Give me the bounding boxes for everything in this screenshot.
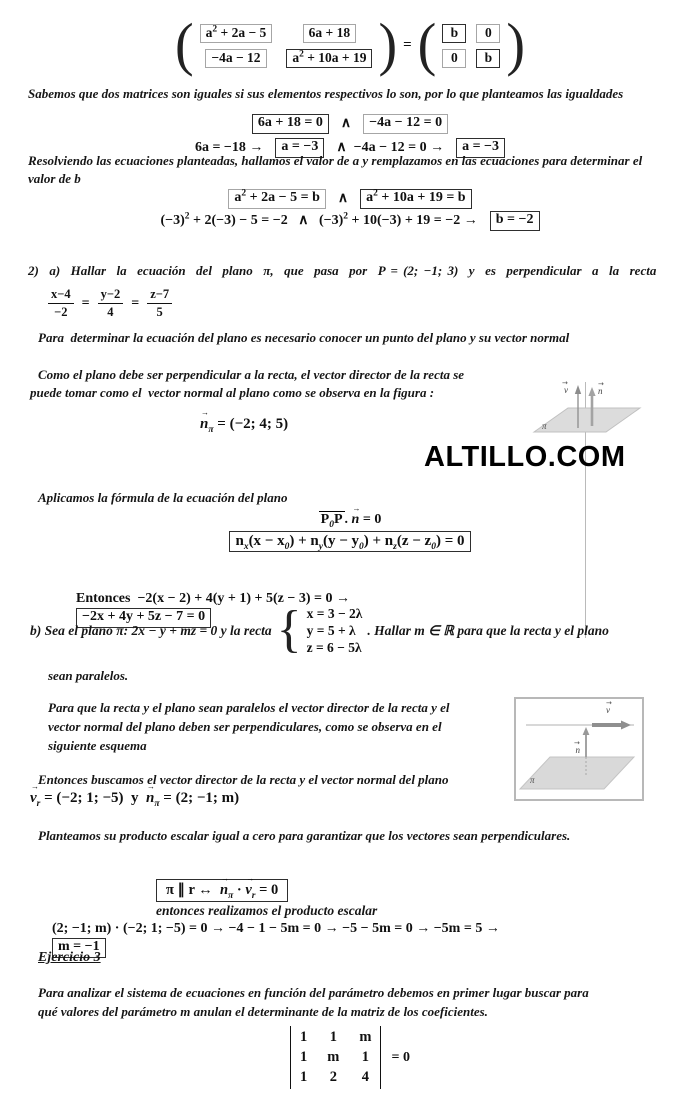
determinant-matrix [290,1026,381,1089]
equation-line-3 [0,189,700,209]
matrix-cell: b [442,24,466,43]
plane-polygon [534,408,640,432]
det-cell: 2 [329,1069,337,1085]
paragraph-resolviendo-2: valor de b [28,171,81,186]
boxed-condition: π ∥ r ↔ $n \to_\pi \cdot v \to_r = 0$ [156,879,288,902]
det-rhs: = 0 [391,1049,410,1065]
dot-product-formula [0,511,700,529]
paragraph-analizar-2: qué valores del parámetro m anulan el determinante de la matriz de los coeficientes. [38,1004,488,1019]
boxed-result: a = −3 [456,138,505,158]
vector-v-arrowhead-icon [575,385,581,394]
boxed-equation: 6a + 18 = 0 [252,114,329,134]
dot-product-line [36,901,500,976]
equation-line-4 [0,211,700,231]
line-equation-fractions [48,287,172,320]
parallel-plane-figure [514,697,644,801]
normal-vector-equation: $n \to_\pi = (-2$; 4; 5) [200,416,288,433]
vector-n-label: n [598,386,603,396]
watermark: ALTILLO.COM [424,441,626,473]
plane-equation-formula [0,531,700,552]
det-cell: 4 [361,1069,370,1085]
boxed-result: m = −1 [52,938,106,958]
equals-sign: = [403,37,412,54]
fraction [147,287,172,320]
paragraph-paralelos-1: Para que la recta y el plano sean paralelos el vector director de la recta y el [48,700,450,715]
left-paren: ( [417,12,437,78]
boxed-result: a = −3 [275,138,324,158]
vector-v-arrowhead-icon [621,721,631,730]
paragraph-planteamos: Planteamos su producto escalar igual a cero para garantizar que los vectores sean perpendiculares. [38,828,571,843]
vector-v-label: v [606,705,610,715]
paragraph-paralelos-3: siguiente esquema [48,738,147,753]
det-cell: 1 [361,1049,370,1065]
right-paren: ) [378,12,398,78]
condition-text: entonces realizamos el producto escalar [156,903,378,919]
matrix-cell: −4a − 12 [205,49,266,68]
equation-text: (2; −1; m) · (−2; 1; −5) = 0 → −4 − 1 − 5m = 0 → −5 − 5m = 0 → −5m = 5 → [52,921,500,936]
paragraph-resolviendo: Resolviendo las ecuaciones planteadas, hallamos el valor de a y remplazamos en las ecuaciones para determinar el [28,153,643,168]
plane-pi-label: π [530,775,535,785]
system-equation: y = 5 + λ [306,623,356,638]
heading-text: . Hallar m ∈ ℝ para que la recta y el plano [367,623,609,638]
det-cell: 1 [300,1029,308,1045]
matrix-cell: $a^2 + 2a - 5$ [200,24,273,43]
vector-arrow-icon: → [574,739,580,747]
boxed-equation: $a^2 + 2a - 5 = b$ [228,189,325,209]
matrix-equation [0,12,700,78]
det-cell: m [327,1049,340,1065]
equals-sign: = [81,295,90,311]
denominator: 4 [107,305,114,319]
det-cell: 1 [300,1049,308,1065]
parallel-plane-figure-svg [516,699,638,795]
equation-text: ∧ −4a − 12 = 0 → [336,140,445,156]
boxed-equation: −4a − 12 = 0 [363,114,448,134]
fraction [98,287,124,320]
matrix-right [442,24,500,68]
and-symbol: ∧ [340,116,352,132]
matrix-cell: $a^2 + 10a + 19$ [286,49,372,68]
paragraph-aplicamos: Aplicamos la fórmula de la ecuación del plano [38,490,288,505]
fraction [48,287,74,320]
paragraph-paralelos-2: vector normal del plano deben ser perpendiculares, como se observa en el [48,719,442,734]
vector-arrow-icon: → [562,380,568,387]
matrix-left [200,24,373,68]
paragraph-como-el-plano: Como el plano debe ser perpendicular a la recta, el vector director de la recta se [38,367,465,382]
determinant-equation [0,1026,700,1089]
boxed-equation: $a^2 + 10a + 19 = b$ [360,189,471,209]
exercise-2b-heading [30,601,609,658]
paragraph-como-el-plano-2: puede tomar como el vector normal al plano como se observa en la figura : [30,385,435,400]
system-brace: { [276,601,302,658]
numerator: z−7 [147,287,172,304]
denominator: −2 [54,305,68,319]
equation-line-1 [0,114,700,134]
denominator: 5 [156,305,163,319]
left-paren: ( [175,12,194,78]
exercise-2a-heading: 2) a) Hallar la ecuación del plano π, que pasa por P = (2; −1; 3) y es perpendicular a la recta [28,263,657,278]
heading-continuation: sean paralelos. [48,668,129,683]
matrix-cell: b [476,49,500,68]
equals-sign: = [131,295,140,311]
numerator: x−4 [48,287,74,304]
matrix-cell: 0 [442,49,466,68]
vector-arrow-icon: → [606,699,612,707]
plane-pi-label: π [542,421,547,431]
paragraph-analizar-1: Para analizar el sistema de ecuaciones en función del parámetro debemos en primer lugar buscar para [38,985,589,1000]
matrix-cell: 0 [476,24,500,43]
vector-n-arrowhead-icon [583,727,590,735]
system-equation: x = 3 − 2λ [306,606,363,621]
det-cell: 1 [300,1069,308,1085]
boxed-result: −2x + 4y + 5z − 7 = 0 [76,608,211,628]
plane-polygon [520,757,634,789]
det-cell: m [359,1029,372,1045]
vectors-equation: $v \to_r = (-2$; 1; −5) y $n \to_\pi = (2$; −1; m) [30,790,239,807]
paragraph-para-determinar: Para determinar la ecuación del plano es necesario conocer un punto del plano y su vector normal [38,330,570,345]
exercise-3-heading: Ejercicio 3 [38,950,101,965]
system-equation: z = 6 − 5λ [306,640,362,655]
paragraph-matrices-iguales: Sabemos que dos matrices son iguales si sus elementos respectivos lo son, por lo que planteamos las igualdades [28,86,624,101]
boxed-result: b = −2 [490,211,540,231]
vector-arrow-icon: → [598,380,604,388]
equation-text: Entonces −2(x − 2) + 4(y + 1) + 5(z − 3) = 0 → [76,591,350,606]
vector-n-arrowhead-icon [588,387,595,396]
vector-n-label: n [575,745,580,755]
matrix-cell: 6a + 18 [303,24,356,43]
equation-text: 6a = −18 → [194,139,264,155]
paragraph-entonces-buscamos: Entonces buscamos el vector director de la recta y el vector normal del plano [38,772,449,787]
right-paren: ) [506,12,525,78]
equation-text: $(-3)^2 + 2(-3) - 5 = -2$ ∧ $(-3)^2 + 10(-3) + 19 = -2$ → [160,211,478,229]
formula-text: $P_0P$ . n → = 0 [319,512,382,527]
numerator: y−2 [98,287,124,304]
det-cell: 1 [329,1029,337,1045]
and-symbol: ∧ [337,191,349,207]
parametric-system [307,606,363,656]
heading-text: b) Sea el plano π: 2x − y + mz = 0 y la recta [30,623,272,638]
boxed-formula: $n_x(x - x_0) + n_y(y - y_0) + n_z(z - z_0) = 0$ [229,531,470,552]
vector-v-label: v [564,385,568,395]
